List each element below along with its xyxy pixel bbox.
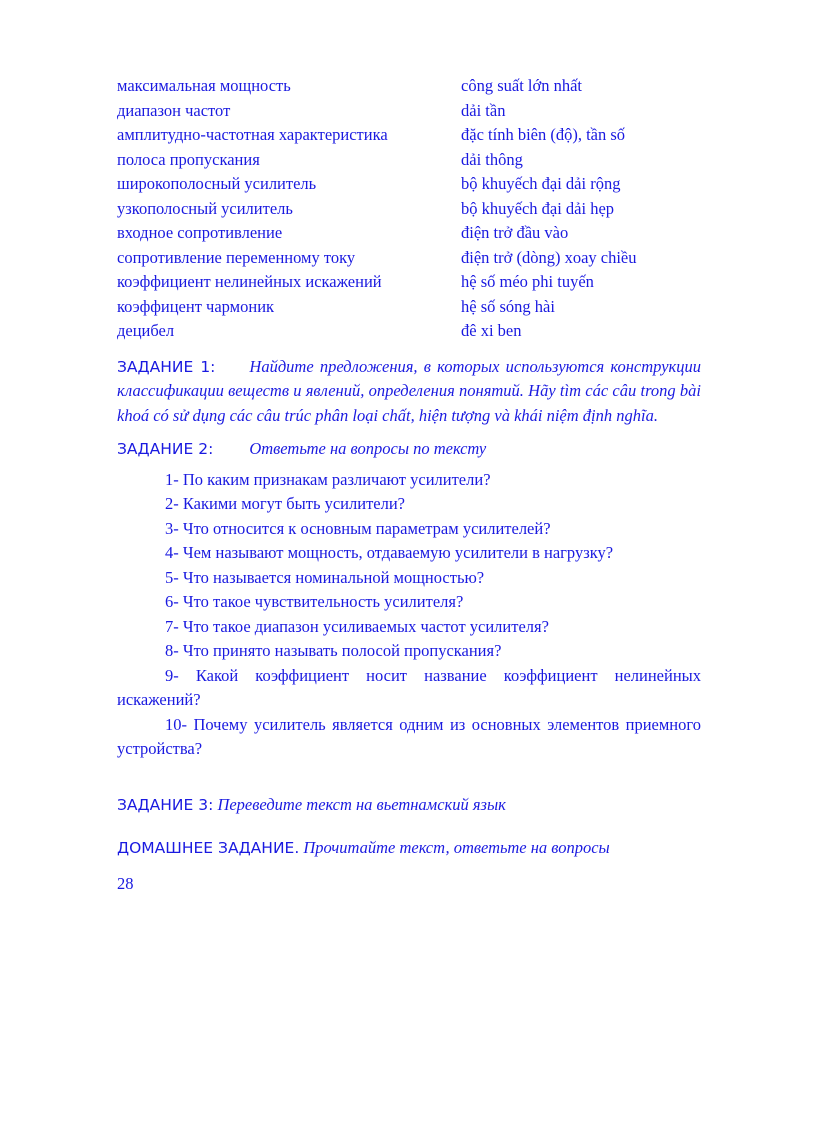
vocab-ru-term: диапазон частот [117, 100, 231, 120]
vocab-vi-term: đặc tính biên (độ), tần số [461, 125, 626, 144]
vocab-vi-term: điện trở (dòng) xoay chiều [461, 247, 637, 267]
task-3 [117, 793, 701, 818]
vocab-row [117, 99, 701, 124]
vocab-row [117, 270, 701, 295]
page-number: 28 [117, 873, 134, 893]
vocab-vi-term: bộ khuyếch đại dải rộng [461, 174, 621, 193]
vocab-ru-term: полоса пропускания [117, 149, 260, 169]
vocab-row [117, 172, 701, 197]
vocab-row [117, 246, 701, 271]
vocab-ru-term: децибел [117, 321, 175, 340]
question-item: 5- Что называется номинальной мощностью? [165, 567, 485, 587]
vocab-ru-term: максимальная мощность [117, 76, 291, 95]
question-item: 8- Что принято называть полосой пропускания? [165, 641, 502, 660]
task-2-label: ЗАДАНИЕ 2: [117, 440, 214, 458]
question-item: 1- По каким признакам различают усилители? [165, 469, 491, 489]
vocab-row [117, 148, 701, 173]
vocab-row [117, 295, 701, 320]
homework-instruction: Прочитайте текст, ответьте на вопросы [303, 838, 610, 857]
task-3-label: ЗАДАНИЕ 3: [117, 795, 214, 814]
vocabulary-table [117, 74, 701, 344]
question-item: 6- Что такое чувствительность усилителя? [165, 592, 464, 611]
vocab-ru-term: коэффицент чармоник [117, 296, 275, 316]
vocab-vi-term: công suất lớn nhất [461, 76, 582, 95]
vocab-ru-term: сопротивление переменному току [117, 247, 356, 267]
vocab-row [117, 319, 701, 344]
question-item: 2- Какими могут быть усилители? [165, 494, 405, 513]
task-1-instruction-vi: Hãy tìm các câu trong bài khoá có sử dụng các câu trúc phân loại chất, hiện tượng và khái niệm định nghĩa. [117, 381, 701, 425]
homework [117, 836, 701, 861]
question-list [117, 468, 701, 762]
task-2 [117, 437, 701, 462]
vocab-row [117, 74, 701, 99]
question-item: 3- Что относится к основным параметрам усилителей? [165, 518, 551, 538]
vocab-row [117, 221, 701, 246]
homework-label: ДОМАШНЕЕ ЗАДАНИЕ. [117, 839, 300, 857]
task-1-instruction-ru: Найдите предложения, в которых используются конструкции классификации веществ и явлений, определения понятий. [117, 356, 701, 400]
task-1-label: ЗАДАНИЕ 1: [117, 357, 216, 376]
question-item: 4- Чем называют мощность, отдаваемую усилители в нагрузку? [165, 543, 614, 562]
vocab-ru-term: коэффициент нелинейных искажений [117, 272, 382, 291]
task-1 [117, 355, 701, 429]
vocab-vi-term: bộ khuyếch đại dải hẹp [461, 198, 615, 218]
document-page [117, 74, 701, 896]
vocab-ru-term: узкополосный усилитель [117, 198, 293, 218]
vocab-row [117, 123, 701, 148]
question-item: 9- Какой коэффициент носит название коэффициент нелинейных искажений? [117, 665, 701, 709]
vocab-ru-term: входное сопротивление [117, 223, 283, 242]
vocab-vi-term: đê xi ben [461, 321, 522, 340]
vocab-vi-term: điện trở đầu vào [461, 223, 569, 242]
vocab-row [117, 197, 701, 222]
vocab-ru-term: амплитудно-частотная характеристика [117, 125, 388, 144]
vocab-vi-term: dải thông [461, 149, 523, 169]
vocab-vi-term: hệ số sóng hài [461, 296, 555, 316]
task-2-instruction: Ответьте на вопросы по тексту [249, 439, 487, 458]
question-item: 10- Почему усилитель является одним из основных элементов приемного устройства? [117, 714, 701, 758]
question-item: 7- Что такое диапазон усиливаемых частот усилителя? [165, 616, 549, 636]
vocab-ru-term: широкополосный усилитель [117, 174, 317, 193]
task-3-instruction: Переведите текст на вьетнамский язык [217, 794, 506, 814]
vocab-vi-term: hệ số méo phi tuyến [461, 272, 594, 291]
vocab-vi-term: dải tần [461, 100, 506, 120]
